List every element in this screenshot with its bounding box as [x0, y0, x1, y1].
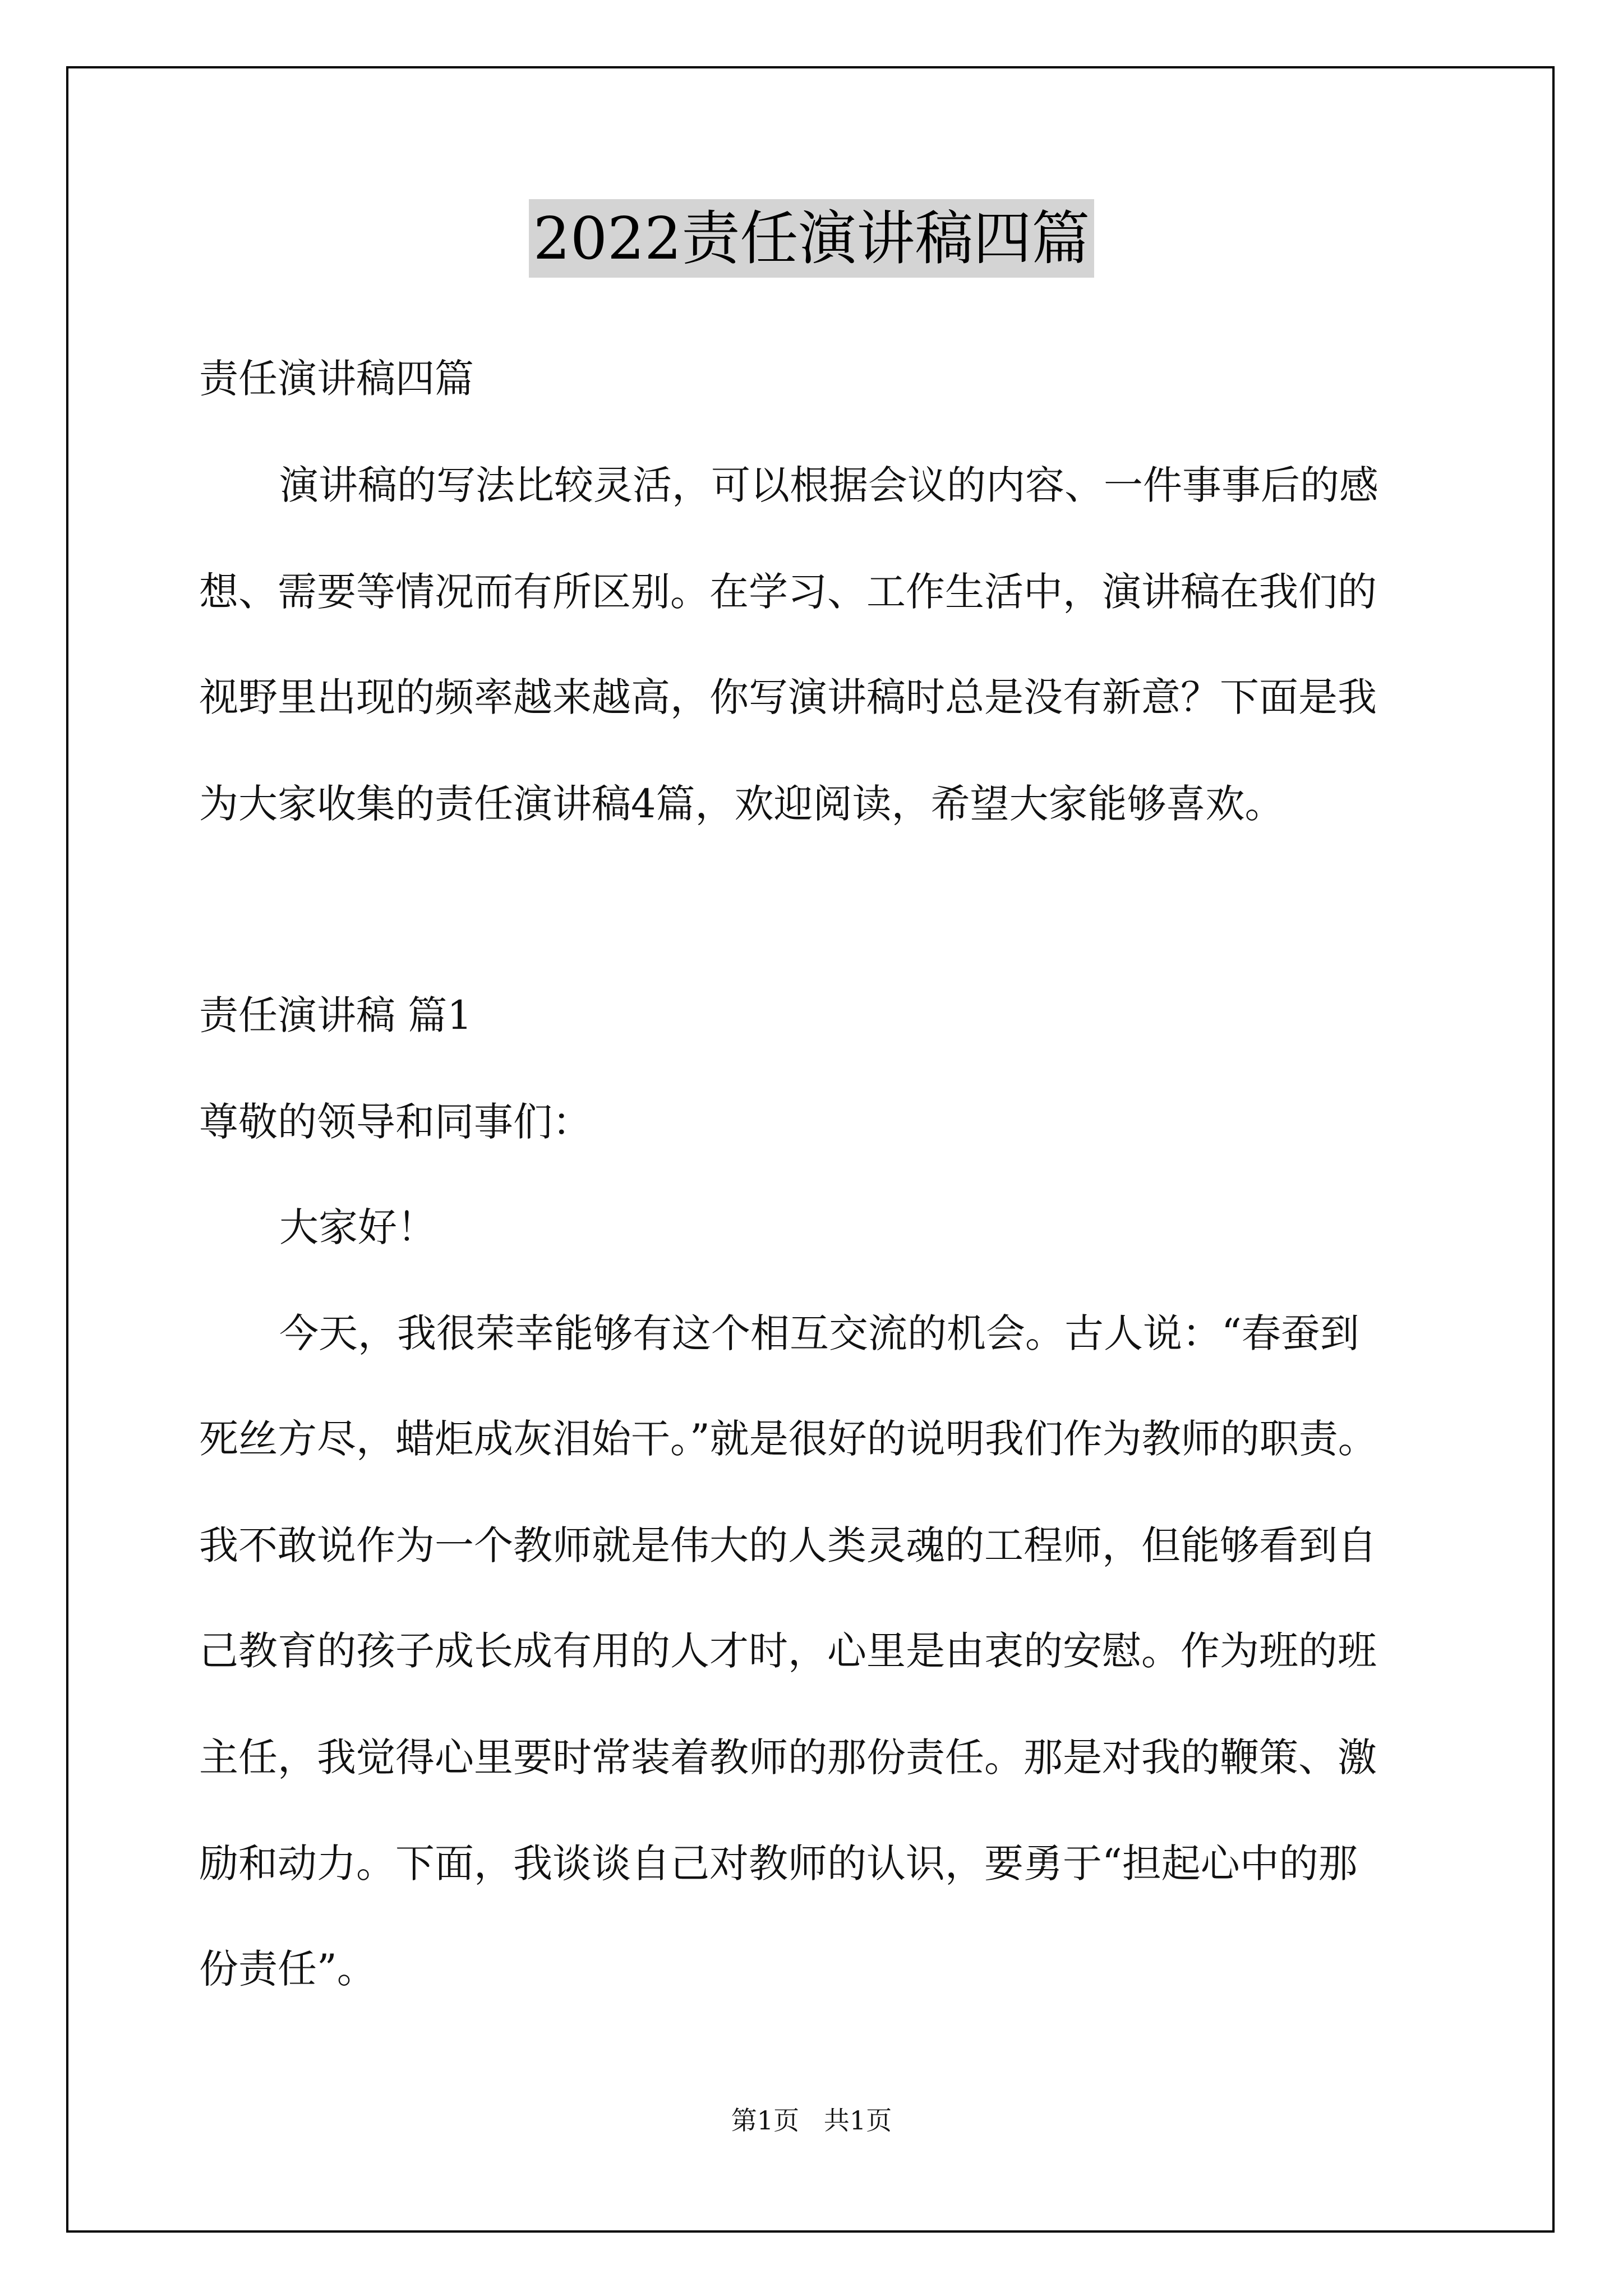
- body-line: 己教育的孩子成长成有用的人才时，心里是由衷的安慰。作为班的班: [199, 1628, 1377, 1674]
- greeting: 大家好！: [279, 1204, 436, 1250]
- page-footer: 第1页 共1页: [731, 2105, 892, 2136]
- intro-line: 想、需要等情况而有所区别。在学习、工作生活中，演讲稿在我们的: [199, 569, 1377, 615]
- body-line: 今天，我很荣幸能够有这个相互交流的机会。古人说：“春蚕到: [279, 1310, 1359, 1356]
- body-line: 份责任”。: [199, 1946, 376, 1992]
- body-line: 死丝方尽，蜡炬成灰泪始干。”就是很好的说明我们作为教师的职责。: [199, 1416, 1377, 1462]
- body-line: 励和动力。下面，我谈谈自己对教师的认识，要勇于“担起心中的那: [199, 1841, 1358, 1887]
- body-line: 我不敢说作为一个教师就是伟大的人类灵魂的工程师，但能够看到自: [199, 1522, 1377, 1568]
- intro-line: 为大家收集的责任演讲稿4篇，欢迎阅读，希望大家能够喜欢。: [199, 781, 1284, 827]
- body-line: 主任，我觉得心里要时常装着教师的那份责任。那是对我的鞭策、激: [199, 1734, 1377, 1780]
- document-title: 2022责任演讲稿四篇: [529, 199, 1095, 278]
- section-heading: 责任演讲稿 篇1: [199, 992, 472, 1038]
- salutation: 尊敬的领导和同事们：: [199, 1099, 592, 1145]
- intro-line: 演讲稿的写法比较灵活，可以根据会议的内容、一件事事后的感: [279, 462, 1378, 508]
- document-subtitle: 责任演讲稿四篇: [199, 356, 474, 402]
- title-container: [0, 199, 1623, 278]
- intro-line: 视野里出现的频率越来越高，你写演讲稿时总是没有新意？下面是我: [199, 674, 1377, 720]
